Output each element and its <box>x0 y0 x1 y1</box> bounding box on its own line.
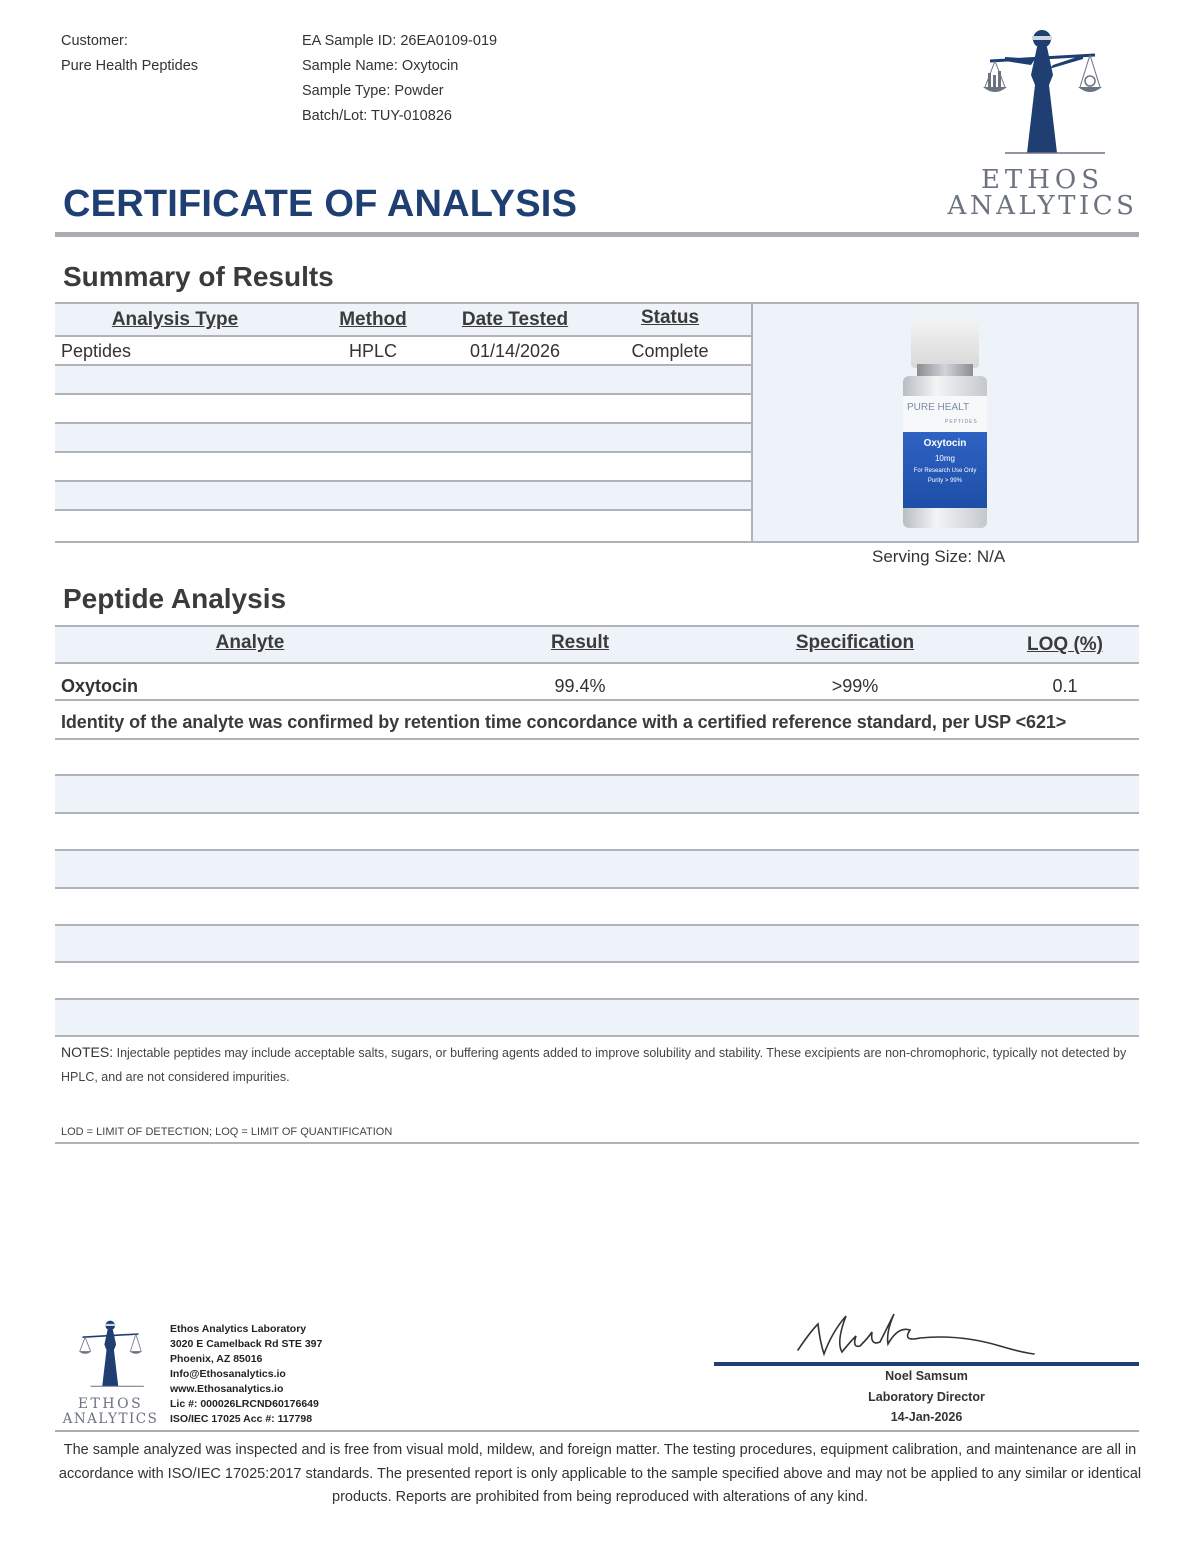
cell-analysis-type: Peptides <box>61 341 132 361</box>
signer-role: Laboratory Director <box>868 1390 985 1404</box>
customer-label: Customer: <box>61 33 128 49</box>
signature-line <box>714 1362 1139 1366</box>
customer-name: Pure Health Peptides <box>61 58 199 74</box>
lab-contact-block <box>170 1322 322 1427</box>
notes-block <box>61 1040 1141 1089</box>
notes-label: NOTES: <box>61 1044 114 1060</box>
divider <box>55 699 1139 701</box>
identity-note: Identity of the analyte was confirmed by retention time concordance with a certified reference standard, per USP <621> <box>61 712 1067 732</box>
signature-image <box>790 1302 1040 1364</box>
vial-purity: Purity > 99% <box>927 478 963 484</box>
signature-date: 14-Jan-2026 <box>890 1410 963 1424</box>
table-row <box>55 776 1139 812</box>
table-row <box>55 926 1139 961</box>
divider <box>55 662 1139 664</box>
table-row <box>55 851 1139 887</box>
lod-loq-definition: LOD = LIMIT OF DETECTION; LOQ = LIMIT OF QUANTIFICATION <box>61 1126 393 1138</box>
header-result: Result <box>550 632 610 653</box>
divider <box>55 887 1139 889</box>
cell-specification: >99% <box>831 676 879 696</box>
page-title: CERTIFICATE OF ANALYSIS <box>63 183 578 225</box>
footer-logo-ethos: ETHOS <box>77 1396 144 1412</box>
peptide-heading: Peptide Analysis <box>63 583 287 614</box>
serving-size: Serving Size: N/A <box>872 547 1006 566</box>
header-date-tested: Date Tested <box>461 309 569 330</box>
header-specification: Specification <box>795 632 915 653</box>
lab-address-line1: 3020 E Camelback Rd STE 397 <box>170 1338 323 1350</box>
lady-justice-icon <box>58 1318 163 1390</box>
vial-brand: PURE HEALT <box>907 402 970 413</box>
header-analyte: Analyte <box>215 632 285 653</box>
divider <box>55 812 1139 814</box>
table-header-row <box>55 304 752 337</box>
header-status: Status <box>640 307 700 328</box>
sample-type: Sample Type: Powder <box>302 83 444 99</box>
summary-table <box>55 302 752 543</box>
disclaimer-text: The sample analyzed was inspected and is free from visual mold, mildew, and foreign matter. The testing procedures, equipment calibration, and maintenance are all in accordance with ISO/IEC 17025:2017 standards. The presented report is only applicable to the sample specified above and may not be applied to any similar or identical products. Reports are prohibited from being reproduced with alterations of any kind. <box>58 1442 1142 1505</box>
notes-text: Injectable peptides may include acceptable salts, sugars, or buffering agents added to improve solubility and stability. These excipients are non-chromophoric, typically not detected by HPLC, and are not considered impurities. <box>61 1046 1127 1084</box>
cell-date-tested: 01/14/2026 <box>469 341 561 361</box>
cell-result: 99.4% <box>554 676 606 696</box>
table-row <box>55 395 752 424</box>
logo-text-analytics: ANALYTICS <box>947 191 1138 221</box>
lab-iso-accreditation: ISO/IEC 17025 Acc #: 117798 <box>170 1413 313 1425</box>
footer-logo-analytics: ANALYTICS <box>62 1411 159 1427</box>
header-method: Method <box>339 309 407 330</box>
lab-address-line2: Phoenix, AZ 85016 <box>170 1353 263 1365</box>
divider <box>55 1142 1139 1144</box>
table-row <box>55 511 752 543</box>
table-row <box>55 1000 1139 1035</box>
cell-analyte: Oxytocin <box>61 676 139 696</box>
table-row <box>55 337 752 366</box>
vial-dose: 10mg <box>934 454 955 463</box>
cell-loq: 0.1 <box>1052 676 1078 696</box>
table-row <box>55 453 752 482</box>
ethos-logo <box>945 25 1140 225</box>
header-analysis-type: Analysis Type <box>111 309 239 330</box>
lab-website: www.Ethosanalytics.io <box>170 1383 284 1395</box>
vial-brand-sub: PEPTIDES <box>945 419 978 425</box>
lab-email: Info@Ethosanalytics.io <box>170 1368 286 1380</box>
product-image-panel <box>751 302 1139 543</box>
table-row <box>55 424 752 453</box>
sample-name: Sample Name: Oxytocin <box>302 58 459 74</box>
vial-image <box>901 318 989 530</box>
divider <box>55 1035 1139 1037</box>
lady-justice-icon <box>945 25 1140 160</box>
lab-license: Lic #: 000026LRCND60176649 <box>170 1398 319 1410</box>
divider <box>55 738 1139 740</box>
table-row <box>55 366 752 395</box>
signer-name: Noel Samsum <box>885 1369 968 1383</box>
footer-logo <box>58 1318 163 1428</box>
header-loq: LOQ (%) <box>1027 634 1103 655</box>
footer-divider <box>55 1430 1139 1432</box>
logo-text-ethos: ETHOS <box>980 165 1105 195</box>
batch-lot: Batch/Lot: TUY-010826 <box>302 108 452 124</box>
vial-use: For Research Use Only <box>913 468 977 474</box>
divider <box>55 961 1139 963</box>
vial-product: Oxytocin <box>923 438 967 449</box>
summary-heading: Summary of Results <box>63 261 334 292</box>
sample-id: EA Sample ID: 26EA0109-019 <box>302 33 498 49</box>
title-divider <box>55 232 1139 237</box>
table-row <box>55 482 752 511</box>
lab-name: Ethos Analytics Laboratory <box>170 1323 307 1335</box>
cell-status: Complete <box>631 341 709 361</box>
cell-method: HPLC <box>348 341 397 361</box>
